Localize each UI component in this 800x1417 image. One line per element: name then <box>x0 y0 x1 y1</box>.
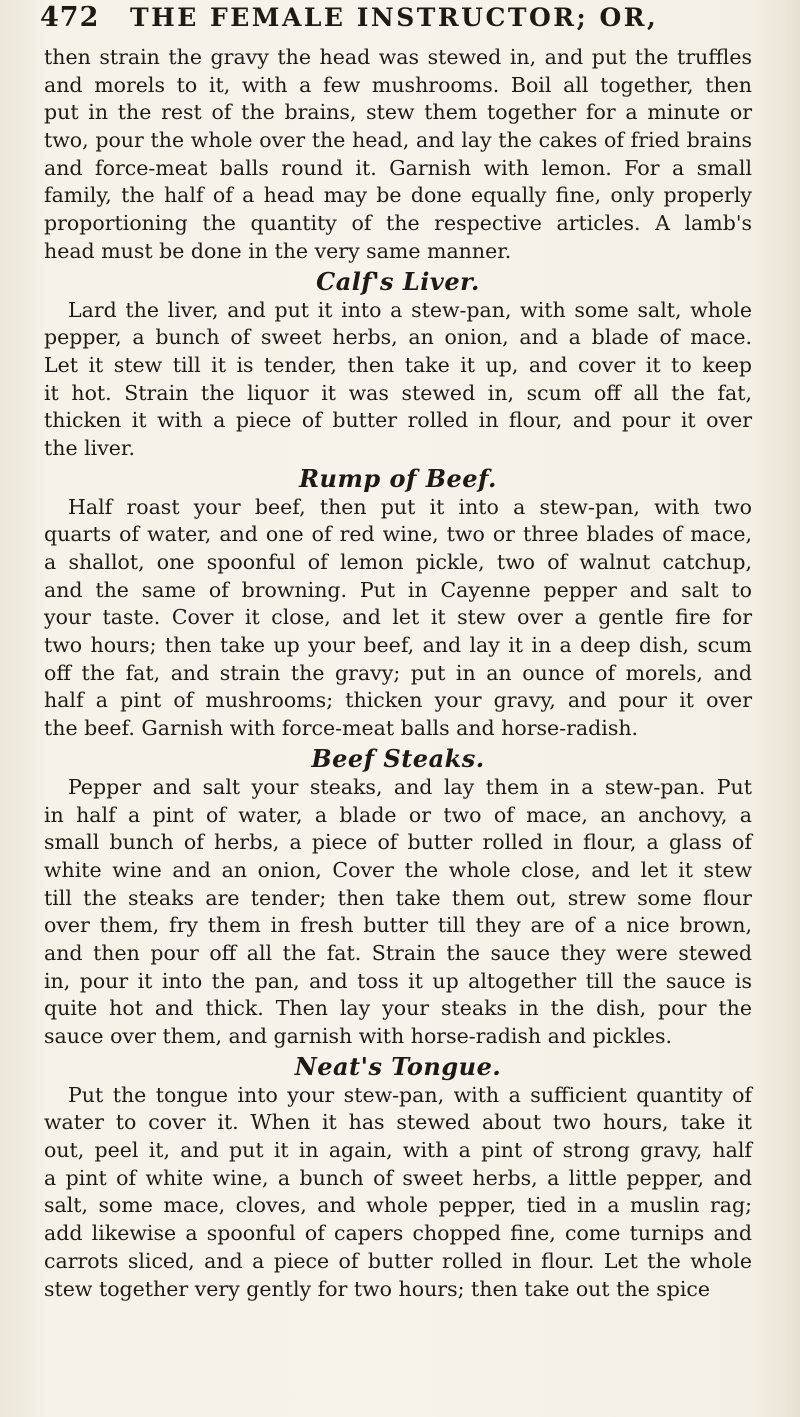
text-line: two hours; then take up your beef, and lay it in a deep dish, scum <box>44 633 752 658</box>
text-line: in half a pint of water, a blade or two of mace, an anchovy, a <box>44 802 752 827</box>
text-line: proportioning the quantity of the respective articles. A lamb's <box>44 211 752 236</box>
page-number: 472 <box>40 2 100 33</box>
text-line: carrots sliced, and a piece of butter rolled in flour. Let the whole <box>44 1248 752 1273</box>
text-line: till the steaks are tender; then take them out, strew some flour <box>44 885 752 910</box>
recipe-calfs-liver <box>44 266 752 463</box>
text-line: add likewise a spoonful of capers chopped fine, come turnips and <box>44 1221 752 1246</box>
running-title: THE FEMALE INSTRUCTOR; OR, <box>130 3 659 32</box>
text-line: sauce over them, and garnish with horse-radish and pickles. <box>44 1024 672 1048</box>
text-line: half a pint of mushrooms; thicken your gravy, and pour it over <box>44 688 752 713</box>
text-line: Put the tongue into your stew-pan, with a sufficient quantity of <box>68 1082 752 1107</box>
text-line: Let it stew till it is tender, then take it up, and cover it to keep <box>44 352 752 377</box>
text-line: stew together very gently for two hours; then take out the spice <box>44 1276 711 1301</box>
text-line: small bunch of herbs, a piece of butter rolled in flour, a glass of <box>44 830 752 855</box>
text-line: white wine and an onion, Cover the whole close, and let it stew <box>44 857 752 882</box>
text-line: head must be done in the very same manner. <box>44 238 512 263</box>
text-line: Lard the liver, and put it into a stew-pan, with some salt, whole <box>68 297 752 322</box>
text-line: out, peel it, and put it in again, with a pint of strong gravy, half <box>44 1138 752 1163</box>
text-line: and then pour off all the fat. Strain the sauce they were stewed <box>44 940 752 965</box>
text-line: the liver. <box>44 435 135 460</box>
text-line: the beef. Garnish with force-meat balls and horse-radish. <box>44 716 639 741</box>
text-line: thicken it with a piece of butter rolled in flour, and pour it over <box>44 408 752 433</box>
text-line: salt, some mace, cloves, and whole pepper, tied in a muslin rag; <box>44 1193 752 1218</box>
text-line: family, the half of a head may be done equally fine, only properly <box>44 183 752 208</box>
text-line: put in the rest of the brains, stew them together for a minute or <box>44 100 752 125</box>
text-line: in, pour it into the pan, and toss it up altogether till the sauce is <box>44 968 752 993</box>
text-line: water to cover it. When it has stewed about two hours, take it <box>44 1110 752 1135</box>
text-line: a pint of white wine, a bunch of sweet herbs, a little pepper, and <box>44 1165 752 1190</box>
text-line: over them, fry them in fresh butter till they are of a nice brown, <box>44 913 752 938</box>
intro-paragraph <box>44 44 752 266</box>
text-line: off the fat, and strain the gravy; put in an ounce of morels, and <box>44 660 752 685</box>
recipe-title: Calf's Liver. <box>316 266 480 296</box>
text-line: quarts of water, and one of red wine, two or three blades of mace, <box>44 522 752 547</box>
recipe-rump-of-beef <box>44 463 752 743</box>
text-line: pepper, a bunch of sweet herbs, an onion, and a blade of mace. <box>44 325 752 350</box>
text-line: and force-meat balls round it. Garnish with lemon. For a small <box>44 155 752 180</box>
recipe-title: Beef Steaks. <box>311 743 485 773</box>
text-line: Half roast your beef, then put it into a stew-pan, with two <box>68 494 752 519</box>
page-header <box>40 2 760 42</box>
text-line: and morels to it, with a few mushrooms. Boil all together, then <box>44 72 752 97</box>
recipe-title: Neat's Tongue. <box>294 1051 502 1081</box>
text-line: then strain the gravy the head was stewed in, and put the truffles <box>44 45 752 69</box>
recipe-beef-steaks <box>44 743 752 1051</box>
text-line: and the same of browning. Put in Cayenne pepper and salt to <box>44 577 752 602</box>
recipe-neats-tongue <box>44 1051 752 1304</box>
text-line: Pepper and salt your steaks, and lay them in a stew-pan. Put <box>68 774 752 799</box>
recipe-title: Rump of Beef. <box>299 463 497 493</box>
text-line: quite hot and thick. Then lay your steaks in the dish, pour the <box>44 996 752 1021</box>
text-line: a shallot, one spoonful of lemon pickle, two of walnut catchup, <box>44 550 752 574</box>
text-line: it hot. Strain the liquor it was stewed in, scum off all the fat, <box>44 380 752 405</box>
text-body <box>44 44 752 1303</box>
text-line: your taste. Cover it close, and let it stew over a gentle fire for <box>44 605 752 630</box>
text-line: two, pour the whole over the head, and lay the cakes of fried brains <box>44 128 752 153</box>
